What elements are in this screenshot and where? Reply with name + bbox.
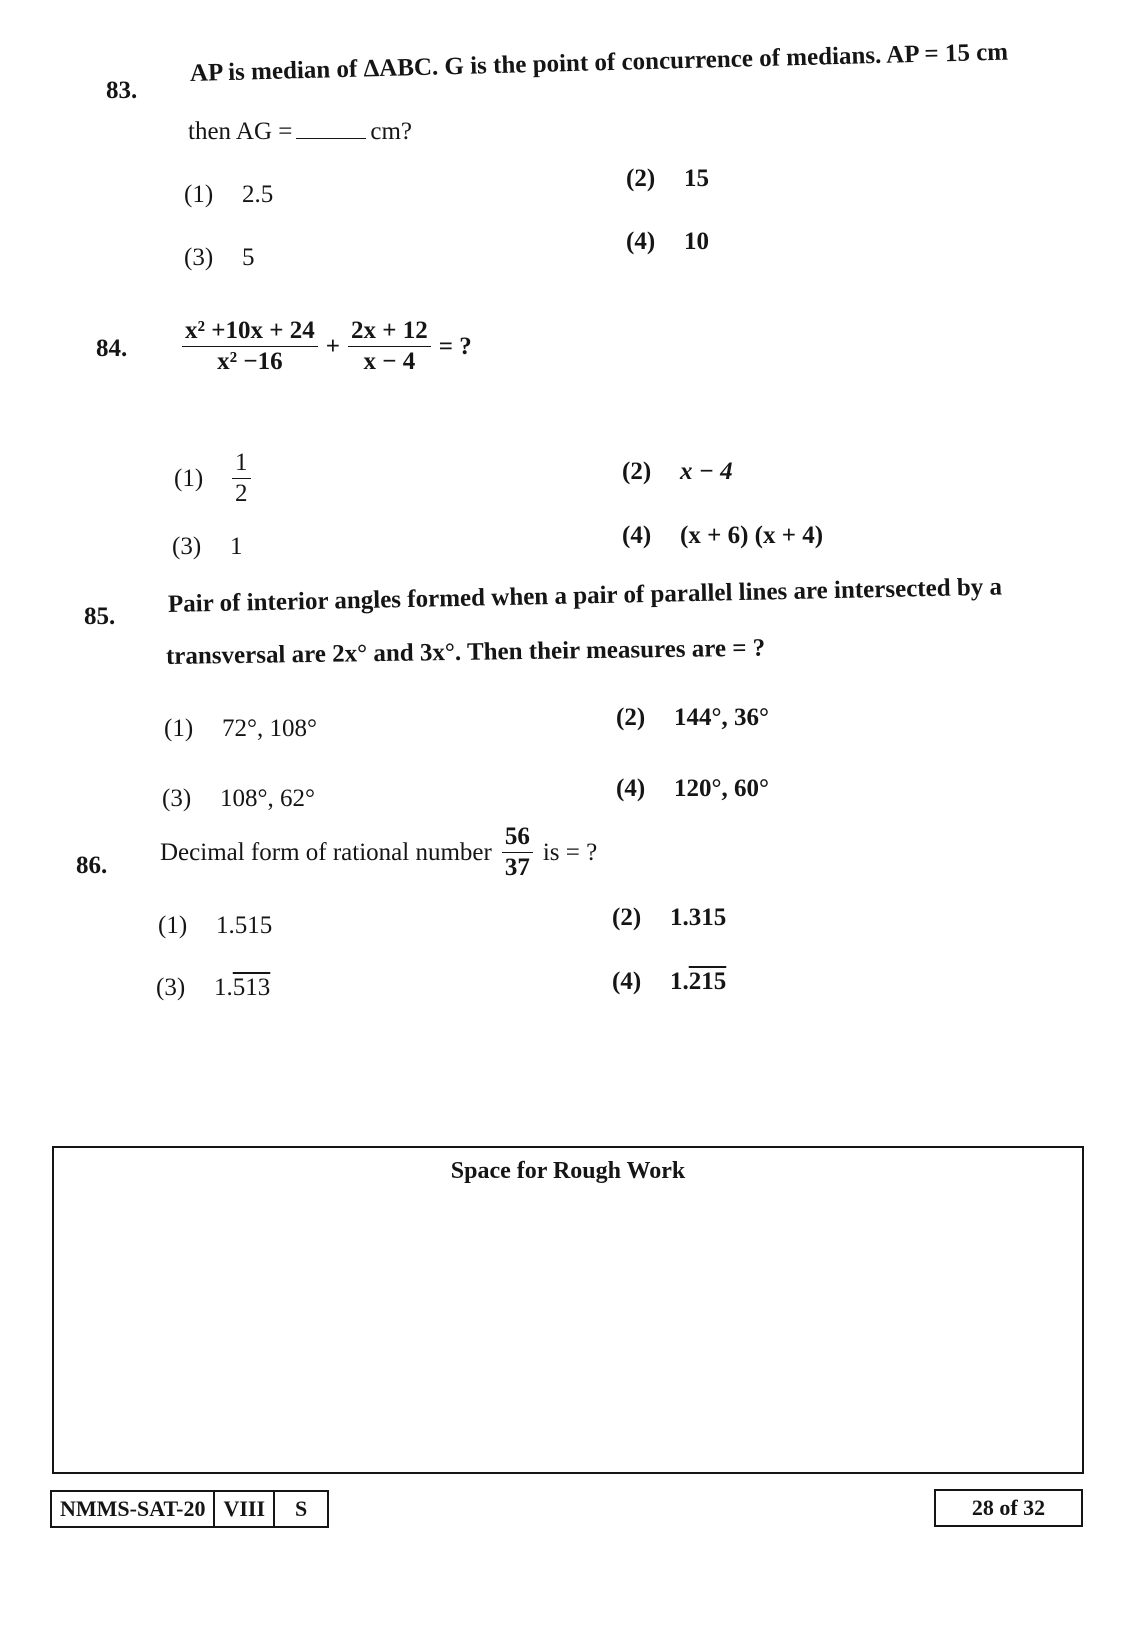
option-4[interactable]: (4) (x + 6) (x + 4) [622,522,824,549]
option-4[interactable]: (4) 120°, 60° [616,775,769,802]
question-text-line2: then AG = cm? [188,118,413,145]
option-2[interactable]: (2) x − 4 [622,458,733,485]
question-expression: $\frac{\text{x² +10x + 24}}{\text{x² −16}}$ + $\frac{2x + 12}{x - 4}$ = ? [182,318,472,376]
rough-work-title: Space for Rough Work [450,1158,686,1184]
option-2[interactable]: (2) 1.315 [612,904,727,931]
option-3[interactable]: (3) 5 [184,244,255,271]
option-2[interactable]: (2) 144°, 36° [616,704,769,731]
paper-code: NMMS-SAT-20 [60,1496,206,1521]
fraction-1: $\frac{\text{x² +10x + 24}}{\text{x² −16}}$ [182,318,318,376]
question-number: 86. [76,852,108,879]
question-number: 85. [84,603,116,630]
question-text: Pair of interior angles formed when a pair of parallel lines are intersected by a [167,573,1003,618]
option-4[interactable]: (4) 10 [626,228,709,255]
option-3[interactable]: (3) 108°, 62° [162,785,315,812]
option-1[interactable]: (1) $\frac{1}{2}$ [174,450,251,508]
question-text: Decimal form of rational number $\frac{56}{37}$ is = ? [160,823,598,882]
question-text: AP is median of ΔABC. G is the point of concurrence of medians. AP = 15 cm [189,38,1009,87]
page-number: 28 of 32 [971,1495,1046,1520]
option-4[interactable]: (4) 1.215 [612,968,727,995]
paper-code-box [50,1490,329,1528]
page-number-box [934,1489,1083,1527]
question-number: 84. [96,335,128,362]
set-label: S [273,1492,327,1526]
option-1[interactable]: (1) 2.5 [184,181,274,208]
question-text-line2: transversal are 2x° and 3x°. Then their measures are = ? [165,634,766,670]
option-3[interactable]: (3) 1.513 [156,974,271,1001]
option-3[interactable]: (3) 1 [172,533,243,560]
fraction-2: $\frac{2x + 12}{x - 4}$ [348,318,431,376]
class-label: VIII [213,1492,273,1526]
answer-blank [296,120,366,139]
option-1[interactable]: (1) 1.515 [158,912,273,939]
question-number: 83. [106,77,138,104]
rough-work-box [52,1146,1084,1474]
fraction: $\frac{56}{37}$ [502,824,533,882]
option-2[interactable]: (2) 15 [626,165,709,192]
option-1[interactable]: (1) 72°, 108° [164,715,317,742]
